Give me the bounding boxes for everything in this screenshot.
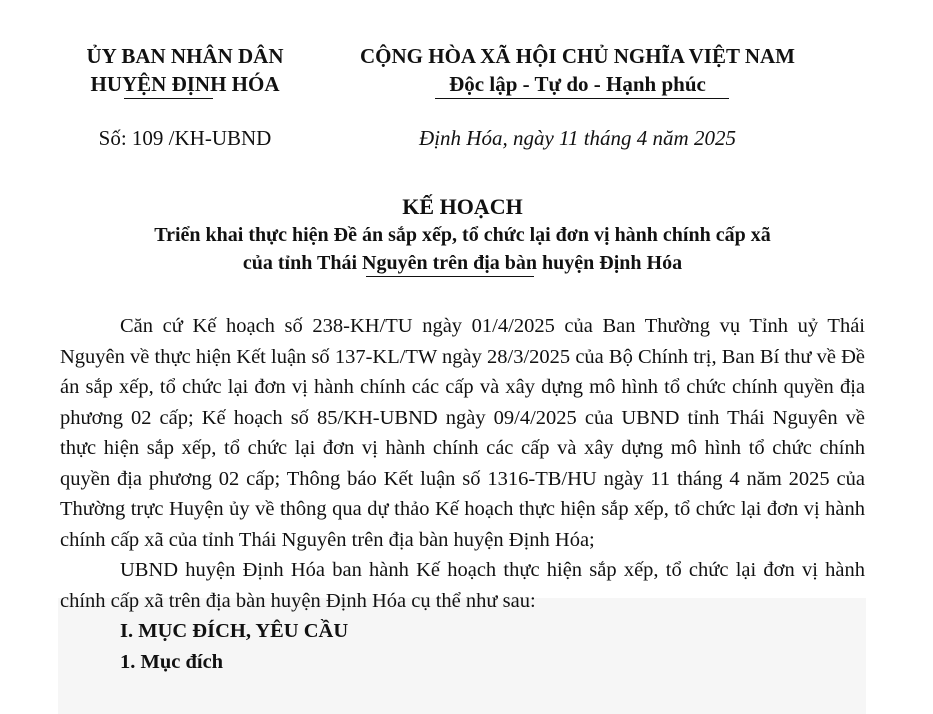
issuing-agency	[60, 42, 310, 98]
motto-underline	[435, 98, 729, 99]
title-underline	[366, 276, 534, 277]
document-title: KẾ HOẠCH	[402, 194, 523, 219]
national-heading	[320, 42, 835, 98]
document-body	[60, 311, 865, 677]
national-motto: Độc lập - Tự do - Hạnh phúc	[449, 72, 706, 96]
national-title: CỘNG HÒA XÃ HỘI CHỦ NGHĨA VIỆT NAM	[359, 44, 796, 68]
section-heading: I. MỤC ĐÍCH, YÊU CẦU	[120, 620, 349, 642]
place-date: Định Hóa, ngày 11 tháng 4 năm 2025	[419, 126, 736, 150]
document-number: Số: 109 /KH-UBND	[98, 126, 272, 150]
subtitle-line1: Triển khai thực hiện Đề án sắp xếp, tổ chức lại đơn vị hành chính cấp xã	[154, 224, 771, 246]
agency-underline	[124, 98, 213, 99]
issuance-paragraph: UBND huyện Định Hóa ban hành Kế hoạch thực hiện sắp xếp, tổ chức lại đơn vị hành chính cấp xã trên địa bàn huyện Định Hóa cụ thể như sau:	[60, 559, 865, 612]
basis-paragraph: Căn cứ Kế hoạch số 238-KH/TU ngày 01/4/2025 của Ban Thường vụ Tỉnh uỷ Thái Nguyên về thực hiện Kết luận số 137-KL/TW ngày 28/3/2025 của Bộ Chính trị, Ban Bí thư về Đề án sắp xếp, tổ chức lại đơn vị hành chính các cấp và xây dựng mô hình tổ chức chính quyền địa phương 02 cấp; Kế hoạch số 85/KH-UBND ngày 09/4/2025 của UBND tỉnh Thái Nguyên về thực hiện sắp xếp, tổ chức lại đơn vị hành chính các cấp và xây dựng mô hình tổ chức chính quyền địa phương 02 cấp; Thông báo Kết luận số 1316-TB/HU ngày 11 tháng 4 năm 2025 của Thường trực Huyện ủy về thông qua dự thảo Kế hoạch thực hiện sắp xếp, tổ chức lại đơn vị hành chính cấp xã của tỉnh Thái Nguyên trên địa bàn huyện Định Hóa;	[60, 315, 865, 551]
subsection-heading: 1. Mục đích	[120, 650, 224, 673]
document-subtitle	[60, 221, 865, 277]
subtitle-line2: của tỉnh Thái Nguyên trên địa bàn huyện Định Hóa	[242, 252, 683, 274]
agency-name-line1: ỦY BAN NHÂN DÂN	[86, 44, 284, 68]
agency-name-line2: HUYỆN ĐỊNH HÓA	[90, 72, 280, 96]
